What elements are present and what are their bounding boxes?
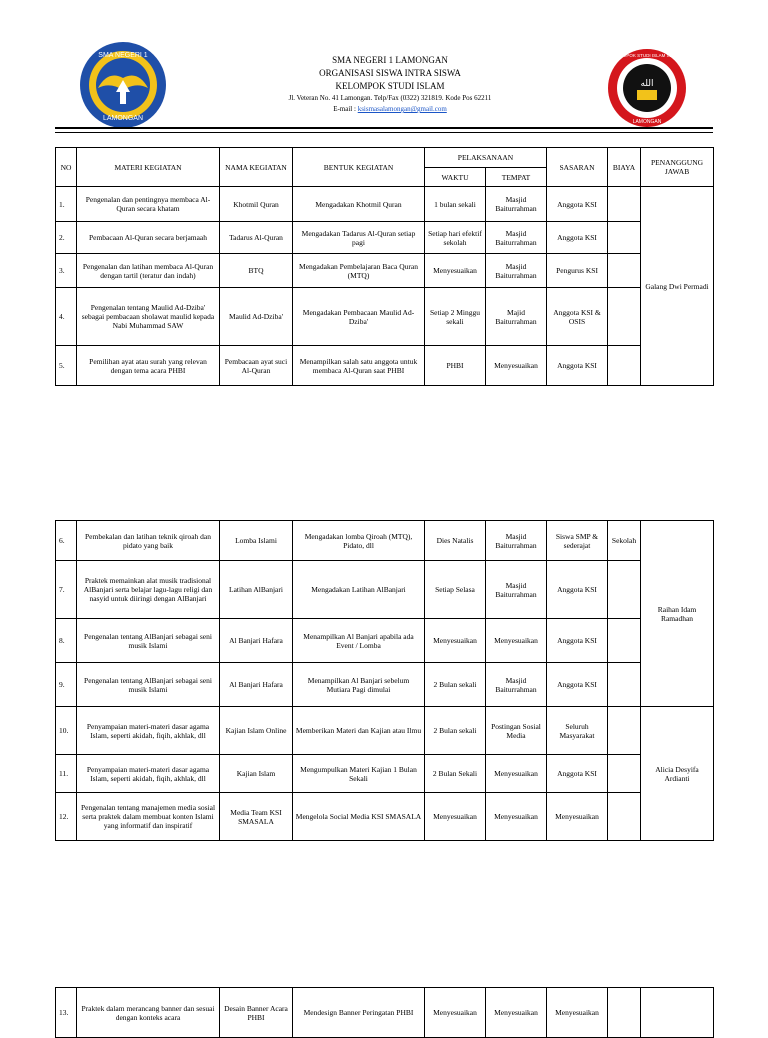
cell-tempat: Masjid Baiturrahman <box>486 561 547 619</box>
email-link[interactable]: ksismasalamongan@gmail.com <box>357 105 447 113</box>
cell-pj <box>641 988 714 1038</box>
cell-waktu: Menyesuaikan <box>425 619 486 663</box>
email-line <box>230 104 550 115</box>
cell-no: 10. <box>56 707 77 755</box>
cell-bentuk: Mengadakan lomba Qiroah (MTQ), Pidato, dll <box>293 521 425 561</box>
table-row <box>56 707 714 755</box>
cell-sasaran: Pengurus KSI <box>547 254 608 288</box>
cell-materi: Pemilihan ayat atau surah yang relevan dengan tema acara PHBI <box>77 346 220 386</box>
cell-tempat: Masjid Baiturrahman <box>486 222 547 254</box>
cell-materi: Penyampaian materi-materi dasar agama Islam, seperti akidah, fiqih, akhlak, dll <box>77 755 220 793</box>
school-logo <box>78 40 168 130</box>
col-header-nama: NAMA KEGIATAN <box>220 148 293 187</box>
col-header-sasaran: SASARAN <box>547 148 608 187</box>
logo-right-bottom-text: LAMONGAN <box>632 119 662 125</box>
cell-sasaran: Anggota KSI & OSIS <box>547 288 608 346</box>
email-label: E-mail : <box>333 105 358 113</box>
cell-nama: Al Banjari Hafara <box>220 663 293 707</box>
cell-biaya <box>608 755 641 793</box>
cell-pj: Raihan Idam Ramadhan <box>641 521 714 707</box>
col-header-materi: MATERI KEGIATAN <box>77 148 220 187</box>
cell-nama: BTQ <box>220 254 293 288</box>
cell-no: 11. <box>56 755 77 793</box>
cell-no: 7. <box>56 561 77 619</box>
cell-waktu: Menyesuaikan <box>425 793 486 841</box>
table-row <box>56 755 714 793</box>
cell-pj: Alicia Desyifa Ardianti <box>641 707 714 841</box>
cell-nama: Maulid Ad-Dziba' <box>220 288 293 346</box>
cell-bentuk: Mendesign Banner Peringatan PHBI <box>293 988 425 1038</box>
cell-tempat: Masjid Baiturrahman <box>486 663 547 707</box>
activity-table-2 <box>55 520 714 841</box>
cell-biaya <box>608 222 641 254</box>
activity-table-3 <box>55 987 714 1038</box>
cell-nama: Tadarus Al-Quran <box>220 222 293 254</box>
cell-biaya <box>608 988 641 1038</box>
cell-tempat: Menyesuaikan <box>486 793 547 841</box>
cell-materi: Praktek dalam merancang banner dan sesuai dengan konteks acara <box>77 988 220 1038</box>
cell-waktu: Setiap hari efektif sekolah <box>425 222 486 254</box>
cell-materi: Pengenalan tentang AlBanjari sebagai seni musik Islami <box>77 619 220 663</box>
cell-bentuk: Mengadakan Pembelajaran Baca Quran (MTQ) <box>293 254 425 288</box>
cell-tempat: Postingan Sosial Media <box>486 707 547 755</box>
cell-bentuk: Mengumpulkan Materi Kajian 1 Bulan Sekali <box>293 755 425 793</box>
cell-nama: Khotmil Quran <box>220 187 293 222</box>
table-row <box>56 254 714 288</box>
group-name: KELOMPOK STUDI ISLAM <box>335 81 445 91</box>
table-row <box>56 561 714 619</box>
cell-nama: Lomba Islami <box>220 521 293 561</box>
cell-materi: Pembacaan Al-Quran secara berjamaah <box>77 222 220 254</box>
letterhead-text <box>230 54 550 115</box>
cell-nama: Latihan AlBanjari <box>220 561 293 619</box>
cell-sasaran: Anggota KSI <box>547 619 608 663</box>
table-row <box>56 619 714 663</box>
table-row <box>56 288 714 346</box>
table-row <box>56 346 714 386</box>
cell-sasaran: Anggota KSI <box>547 187 608 222</box>
cell-biaya <box>608 707 641 755</box>
cell-sasaran: Seluruh Masyarakat <box>547 707 608 755</box>
cell-nama: Kajian Islam <box>220 755 293 793</box>
cell-waktu: Dies Natalis <box>425 521 486 561</box>
cell-waktu: Menyesuaikan <box>425 988 486 1038</box>
cell-bentuk: Mengadakan Khotmil Quran <box>293 187 425 222</box>
cell-no: 2. <box>56 222 77 254</box>
cell-materi: Pengenalan tentang Maulid Ad-Dziba' sebagai pembacaan sholawat maulid kepada Nabi Muhammad SAW <box>77 288 220 346</box>
cell-tempat: Masjid Baiturrahman <box>486 254 547 288</box>
cell-sasaran: Anggota KSI <box>547 755 608 793</box>
col-header-tempat: TEMPAT <box>486 168 547 187</box>
ksi-logo <box>607 48 687 128</box>
address: Jl. Veteran No. 41 Lamongan. Telp/Fax (0322) 321819. Kode Pos 62211 <box>288 94 492 102</box>
cell-bentuk: Mengadakan Pembacaan Maulid Ad-Dziba' <box>293 288 425 346</box>
header-rule-thin <box>55 132 713 133</box>
cell-sasaran: Menyesuaikan <box>547 988 608 1038</box>
logo-right-center-text: الله <box>640 79 654 89</box>
cell-sasaran: Anggota KSI <box>547 561 608 619</box>
cell-tempat: Menyesuaikan <box>486 755 547 793</box>
cell-no: 6. <box>56 521 77 561</box>
logo-left-top-text: SMA NEGERI 1 <box>98 52 148 59</box>
activity-table-1 <box>55 147 714 386</box>
cell-waktu: Setiap 2 Minggu sekali <box>425 288 486 346</box>
cell-bentuk: Menampilkan Al Banjari sebelum Mutiara Pagi dimulai <box>293 663 425 707</box>
cell-no: 12. <box>56 793 77 841</box>
table-row <box>56 187 714 222</box>
table-row <box>56 663 714 707</box>
cell-waktu: 2 Bulan Sekali <box>425 755 486 793</box>
cell-bentuk: Menampilkan Al Banjari apabila ada Event / Lomba <box>293 619 425 663</box>
cell-tempat: Menyesuaikan <box>486 346 547 386</box>
organization-name: ORGANISASI SISWA INTRA SISWA <box>319 68 461 78</box>
cell-bentuk: Memberikan Materi dan Kajian atau Ilmu <box>293 707 425 755</box>
cell-bentuk: Mengadakan Tadarus Al-Quran setiap pagi <box>293 222 425 254</box>
cell-biaya: Sekolah <box>608 521 641 561</box>
cell-waktu: 2 Bulan sekali <box>425 663 486 707</box>
header-rule-thick <box>55 127 713 129</box>
cell-tempat: Menyesuaikan <box>486 988 547 1038</box>
cell-no: 9. <box>56 663 77 707</box>
cell-sasaran: Anggota KSI <box>547 663 608 707</box>
letterhead <box>0 0 768 135</box>
cell-waktu: 1 bulan sekali <box>425 187 486 222</box>
table-row <box>56 988 714 1038</box>
cell-no: 8. <box>56 619 77 663</box>
cell-bentuk: Mengelola Social Media KSI SMASALA <box>293 793 425 841</box>
cell-tempat: Masjid Baiturrahman <box>486 521 547 561</box>
cell-sasaran: Anggota KSI <box>547 346 608 386</box>
cell-biaya <box>608 619 641 663</box>
cell-materi: Penyampaian materi-materi dasar agama Islam, seperti akidah, fiqih, akhlak, dll <box>77 707 220 755</box>
cell-tempat: Menyesuaikan <box>486 619 547 663</box>
cell-biaya <box>608 288 641 346</box>
cell-waktu: Menyesuaikan <box>425 254 486 288</box>
cell-sasaran: Siswa SMP & sederajat <box>547 521 608 561</box>
cell-tempat: Masjid Baiturrahman <box>486 187 547 222</box>
col-header-pelaksanaan: PELAKSANAAN <box>425 148 547 168</box>
cell-materi: Pengenalan dan latihan membaca Al-Quran dengan tartil (teratur dan indah) <box>77 254 220 288</box>
cell-no: 5. <box>56 346 77 386</box>
col-header-no: NO <box>56 148 77 187</box>
cell-materi: Praktek memainkan alat musik tradisional AlBanjari serta belajar lagu-lagu religi dan nasyid untuk diiringi dengan AlBanjari <box>77 561 220 619</box>
cell-tempat: Majid Baiturrahman <box>486 288 547 346</box>
cell-bentuk: Mengadakan Latihan AlBanjari <box>293 561 425 619</box>
cell-materi: Pengenalan tentang manajemen media sosial serta praktek dalam membuat konten Islami yang informatif dan inspiratif <box>77 793 220 841</box>
cell-pj: Galang Dwi Permadi <box>641 187 714 386</box>
cell-nama: Desain Banner Acara PHBI <box>220 988 293 1038</box>
cell-waktu: 2 Bulan sekali <box>425 707 486 755</box>
cell-biaya <box>608 561 641 619</box>
cell-materi: Pembekalan dan latihan teknik qiroah dan pidato yang baik <box>77 521 220 561</box>
cell-nama: Kajian Islam Online <box>220 707 293 755</box>
school-name: SMA NEGERI 1 LAMONGAN <box>332 55 448 65</box>
cell-no: 1. <box>56 187 77 222</box>
cell-biaya <box>608 663 641 707</box>
cell-sasaran: Anggota KSI <box>547 222 608 254</box>
cell-biaya <box>608 346 641 386</box>
col-header-waktu: WAKTU <box>425 168 486 187</box>
table-row <box>56 521 714 561</box>
logo-right-ring-text: KELOMPOK STUDI ISLAM SMAN 1 <box>610 53 684 58</box>
cell-materi: Pengenalan tentang AlBanjari sebagai seni musik Islami <box>77 663 220 707</box>
cell-sasaran: Menyesuaikan <box>547 793 608 841</box>
table-row <box>56 222 714 254</box>
col-header-bentuk: BENTUK KEGIATAN <box>293 148 425 187</box>
cell-waktu: PHBI <box>425 346 486 386</box>
cell-biaya <box>608 187 641 222</box>
cell-no: 13. <box>56 988 77 1038</box>
cell-nama: Media Team KSI SMASALA <box>220 793 293 841</box>
cell-biaya <box>608 793 641 841</box>
cell-biaya <box>608 254 641 288</box>
cell-materi: Pengenalan dan pentingnya membaca Al-Quran secara khatam <box>77 187 220 222</box>
cell-nama: Pembacaan ayat suci Al-Quran <box>220 346 293 386</box>
logo-left-bottom-text: LAMONGAN <box>102 115 144 122</box>
cell-waktu: Setiap Selasa <box>425 561 486 619</box>
cell-bentuk: Menampilkan salah satu anggota untuk membaca Al-Quran saat PHBI <box>293 346 425 386</box>
col-header-biaya: BIAYA <box>608 148 641 187</box>
cell-no: 3. <box>56 254 77 288</box>
col-header-pj: PENANGGUNG JAWAB <box>641 148 714 187</box>
cell-no: 4. <box>56 288 77 346</box>
cell-nama: Al Banjari Hafara <box>220 619 293 663</box>
table-row <box>56 793 714 841</box>
